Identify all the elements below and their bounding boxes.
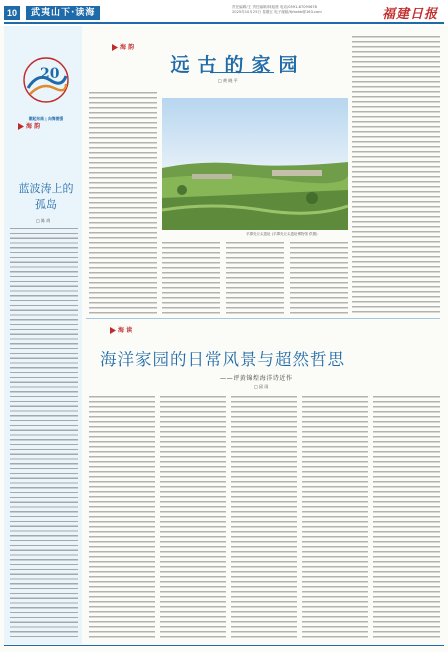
left-byline: □ 陈 尚 bbox=[36, 218, 51, 223]
date-email-info: 2025年10月25日 星期五 电子邮箱/fjrbxhb@163.com bbox=[232, 10, 322, 14]
article2-column-5 bbox=[373, 396, 440, 640]
article2-subtitle: ——评黄锦煌海洋诗近作 bbox=[220, 375, 293, 382]
article2-column-3 bbox=[231, 396, 297, 640]
left-column bbox=[4, 26, 82, 644]
page-header bbox=[0, 0, 448, 26]
article1-tag: 海 韵 bbox=[112, 43, 137, 52]
article2-title: 海洋家园的日常风景与超然哲思 bbox=[100, 350, 345, 369]
footer-rule bbox=[4, 645, 444, 646]
svg-text:20: 20 bbox=[40, 66, 60, 82]
article2-byline: □ 邱 雨 bbox=[254, 384, 269, 389]
title-underline bbox=[210, 72, 274, 73]
article2-tag: 海 读 bbox=[110, 326, 135, 335]
left-tag: 海 韵 bbox=[18, 122, 43, 131]
logo-caption: 潮起东南 | 向海图强 bbox=[28, 116, 64, 121]
landscape-photo bbox=[162, 98, 348, 230]
article1-title: 远古的家园 bbox=[170, 54, 306, 76]
article1-column-5 bbox=[352, 36, 440, 316]
page-number: 10 bbox=[4, 6, 20, 20]
article1-byline: □ 黄 晓 平 bbox=[218, 78, 238, 83]
header-rule bbox=[4, 22, 444, 24]
editor-info: 责任编辑/王 责任编辑/林旭晨 电话/0591-87095678 bbox=[232, 5, 317, 9]
photo-caption: 平潭壳丘头遗址 (平潭壳丘头遗址博物馆 供图) bbox=[246, 232, 318, 236]
article2-column-1 bbox=[89, 396, 155, 640]
article1-column-4 bbox=[290, 242, 348, 316]
article2-column-2 bbox=[160, 396, 226, 640]
left-article-body bbox=[10, 228, 78, 638]
section-title: 武夷山下·读海 bbox=[26, 6, 100, 20]
left-article-title: 蓝波涛上的孤岛 bbox=[18, 182, 74, 211]
article1-column-1 bbox=[89, 92, 157, 316]
newspaper-masthead: 福建日报 bbox=[381, 7, 438, 22]
section-divider bbox=[86, 318, 440, 319]
article1-column-2 bbox=[162, 242, 220, 316]
field-landscape-image bbox=[162, 98, 348, 230]
wave-logo-icon bbox=[20, 54, 72, 118]
article1-column-3 bbox=[226, 242, 284, 316]
article2-column-4 bbox=[302, 396, 368, 640]
